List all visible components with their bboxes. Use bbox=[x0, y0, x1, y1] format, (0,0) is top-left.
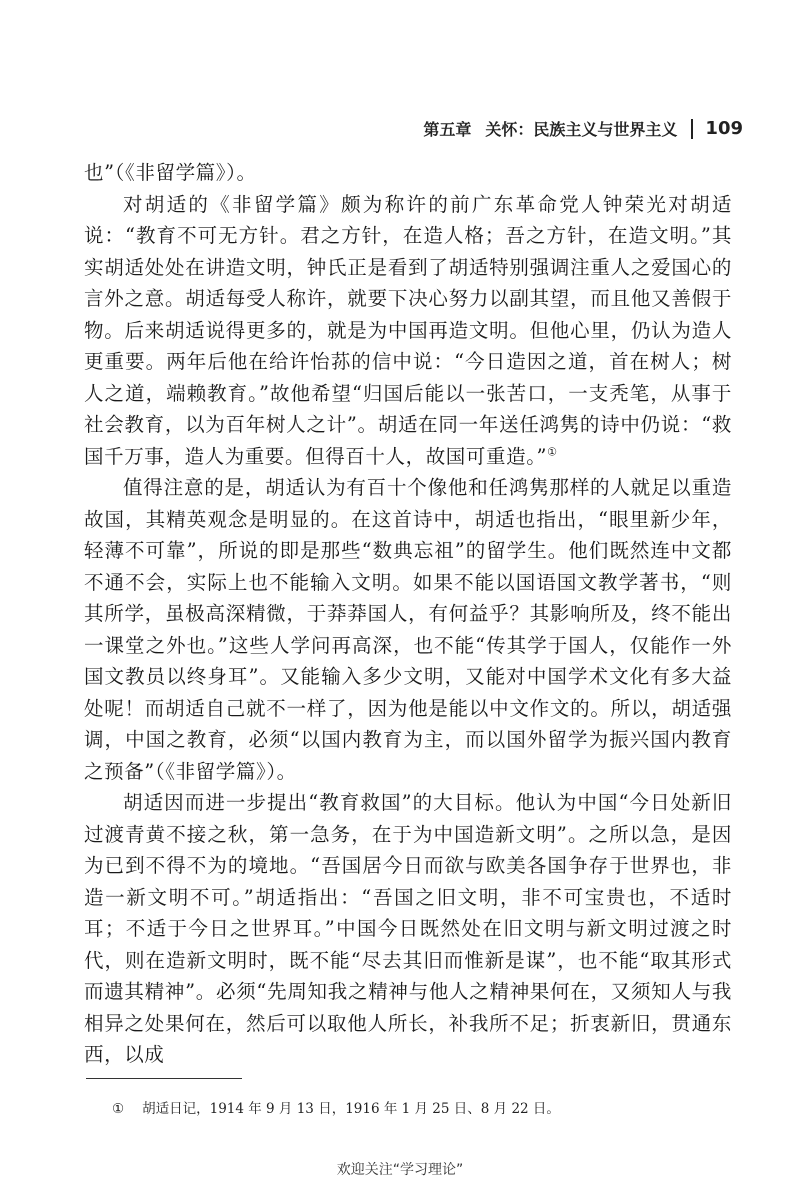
footnote-divider bbox=[86, 1078, 242, 1079]
paragraph-text: 胡适因而进一步提出“教育救国”的大目标。他认为中国“今日处新旧过渡青黄不接之秋，第一急务，在于为中国造新文明”。之所以急，是因为已到不得不为的境地。“吾国居今日而欲与欧美各国争存于世界也，非造一新文明不可。”胡适指出：“吾国之旧文明，非不可宝贵也，不适时耳；不适于今日之世界耳。”中国今日既然处在旧文明与新文明过渡之时代，则在造新文明时，既不能“尽去其旧而惟新是谋”，也不能“取其形式而遗其精神”。必须“先周知我之精神与他人之精神果何在，又须知人与我相异之处果何在，然后可以取他人所长，补我所不足；折衷新旧，贯通东西，以成 bbox=[84, 791, 732, 1066]
footnote-text: 胡适日记，1914 年 9 月 13 日，1916 年 1 月 25 日、8 月 22 日。 bbox=[142, 1101, 560, 1117]
paragraph-text: 对胡适的《非留学篇》颇为称许的前广东革命党人钟荣光对胡适说：“教育不可无方针。君之方针，在造人格；吾之方针，在造文明。”其实胡适处处在讲造文明，钟氏正是看到了胡适特别强调注重人之爱国心的言外之意。胡适每受人称许，就要下决心努力以副其望，而且他又善假于物。后来胡适说得更多的，就是为中国再造文明。但他心里，仍认为造人更重要。两年后他在给许怡荪的信中说：“今日造因之道，首在树人；树人之道，端赖教育。”故他希望“归国后能以一张苦口，一支秃笔，从事于社会教育，以为百年树人之计”。胡适在同一年送任鸿隽的诗中仍说：“救国千万事，造人为重要。但得百十人，故国可重造。” bbox=[84, 192, 732, 468]
footnote-mark: ① bbox=[112, 1101, 125, 1117]
paragraph bbox=[84, 787, 732, 1071]
paragraph bbox=[84, 157, 732, 189]
chapter-label: 第五章 bbox=[423, 120, 472, 139]
paragraph-text: 值得注意的是，胡适认为有百十个像他和任鸿隽那样的人就足以重造故国，其精英观念是明显的。在这首诗中，胡适也指出，“眼里新少年，轻薄不可靠”，所说的即是那些“数典忘祖”的留学生。他们既然连中文都不通不会，实际上也不能输入文明。如果不能以国语国文教学著书，“则其所学，虽极高深精微，于莽莽国人，有何益乎？其影响所及，终不能出一课堂之外也。”这些人学问再高深，也不能“传其学于国人，仅能作一外国文教员以终身耳”。又能输入多少文明，又能对中国学术文化有多大益处呢！而胡适自己就不一样了，因为他是能以中文作文的。所以，胡适强调，中国之教育，必须“以国内教育为主，而以国外留学为振兴国内教育之预备”（《非留学篇》）。 bbox=[84, 476, 732, 783]
paragraph-text: 也”（《非留学篇》）。 bbox=[84, 161, 257, 184]
chapter-title: 关怀：民族主义与世界主义 bbox=[485, 120, 678, 139]
body-text bbox=[84, 157, 732, 1071]
bottom-watermark-text: 欢迎关注“学习理论” bbox=[336, 1162, 464, 1178]
footnote bbox=[112, 1097, 560, 1117]
footnote-reference[interactable]: ① bbox=[547, 445, 558, 458]
page-number: 109 bbox=[705, 118, 743, 139]
running-header bbox=[423, 117, 743, 140]
paragraph bbox=[84, 189, 732, 473]
paragraph bbox=[84, 472, 732, 787]
header-divider bbox=[691, 119, 693, 139]
